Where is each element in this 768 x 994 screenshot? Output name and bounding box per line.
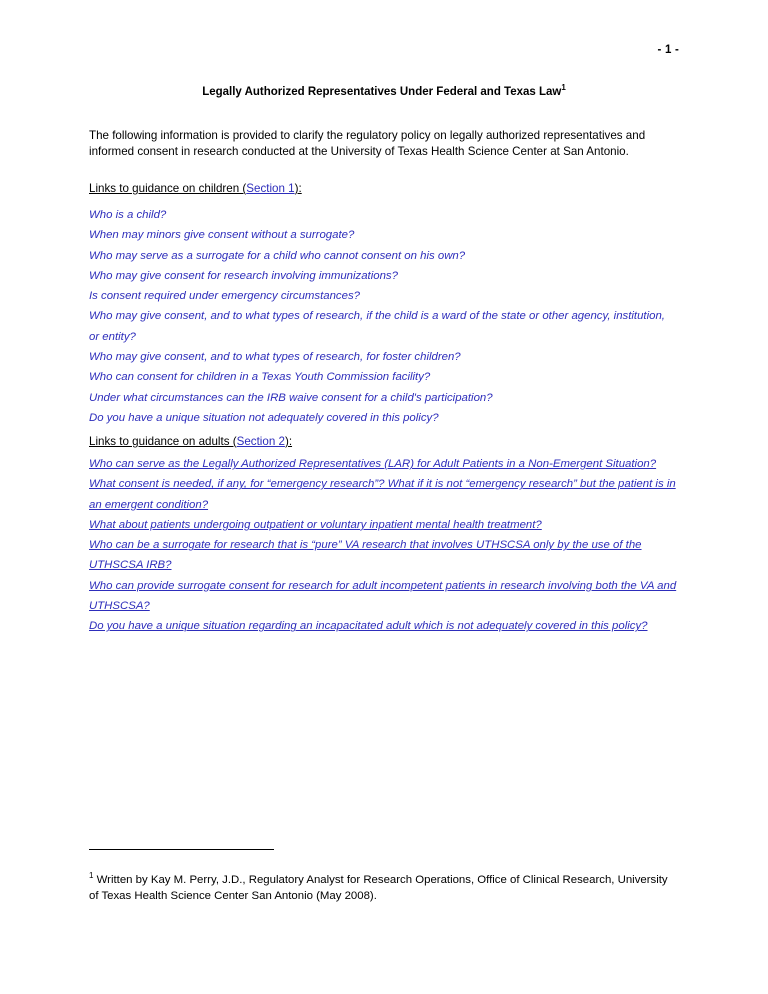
page-title-text: Legally Authorized Representatives Under Federal and Texas Law	[202, 86, 562, 98]
footnote-text: Written by Kay M. Perry, J.D., Regulatory Analyst for Research Operations, Office of Clinical Research, University of Texas Health Science Center San Antonio (May 2008).	[89, 874, 668, 902]
section-heading-adults-lead: Links to guidance on adults (	[89, 435, 237, 448]
link-section-2[interactable]: Section 2	[236, 435, 285, 448]
footnote-marker: 1	[89, 871, 94, 881]
list-item[interactable]: Who may give consent, and to what types of research, for foster children?	[89, 351, 461, 364]
list-item[interactable]: Who can provide surrogate consent for research for adult incompetent patients in research involving both the VA and UTHSCSA?	[89, 579, 677, 613]
page-number: - 1 -	[657, 44, 679, 56]
list-item[interactable]: Who may give consent, and to what types of research, if the child is a ward of the state or other agency, institution, or entity?	[89, 310, 665, 343]
section-heading-children-lead: Links to guidance on children (	[89, 182, 247, 195]
list-item[interactable]: Who is a child?	[89, 209, 167, 221]
adults-link-list	[89, 454, 677, 637]
list-item[interactable]: Under what circumstances can the IRB waive consent for a child's participation?	[89, 391, 493, 404]
footnote-separator	[89, 849, 274, 850]
list-item[interactable]: Who may serve as a surrogate for a child who cannot consent on his own?	[89, 249, 466, 262]
section-heading-adults	[89, 434, 292, 450]
list-item[interactable]: What about patients undergoing outpatient or voluntary inpatient mental health treatment?	[89, 518, 542, 531]
list-item[interactable]: Who can consent for children in a Texas Youth Commission facility?	[89, 371, 431, 384]
title-footnote-marker: 1	[561, 83, 566, 93]
list-item[interactable]: Is consent required under emergency circumstances?	[89, 290, 360, 303]
list-item[interactable]: Do you have a unique situation regarding an incapacitated adult which is not adequately covered in this policy?	[89, 620, 648, 633]
children-link-list	[89, 205, 677, 428]
list-item[interactable]: Do you have a unique situation not adequately covered in this policy?	[89, 411, 439, 424]
list-item[interactable]: Who may give consent for research involving immunizations?	[89, 269, 398, 282]
list-item[interactable]: Who can serve as the Legally Authorized Representatives (LAR) for Adult Patients in a Non-Emergent Situation?	[89, 458, 657, 470]
footnote	[89, 873, 679, 904]
list-item[interactable]: When may minors give consent without a surrogate?	[89, 229, 355, 242]
list-item[interactable]: Who can be a surrogate for research that is “pure” VA research that involves UTHSCSA only by the use of the UTHSCSA IRB?	[89, 539, 642, 572]
section-heading-children	[89, 181, 302, 197]
section-heading-children-tail: ):	[294, 182, 302, 195]
page-title	[89, 83, 679, 98]
intro-paragraph: The following information is provided to clarify the regulatory policy on legally authorized representatives and informed consent in research conducted at the University of Texas Health Science Center at San Antonio.	[89, 129, 646, 158]
list-item[interactable]: What consent is needed, if any, for “emergency research”? What if it is not “emergency research” but the patient is in an emergent condition?	[89, 478, 676, 511]
section-heading-adults-tail: ):	[284, 435, 293, 448]
link-section-1[interactable]: Section 1	[246, 182, 295, 195]
